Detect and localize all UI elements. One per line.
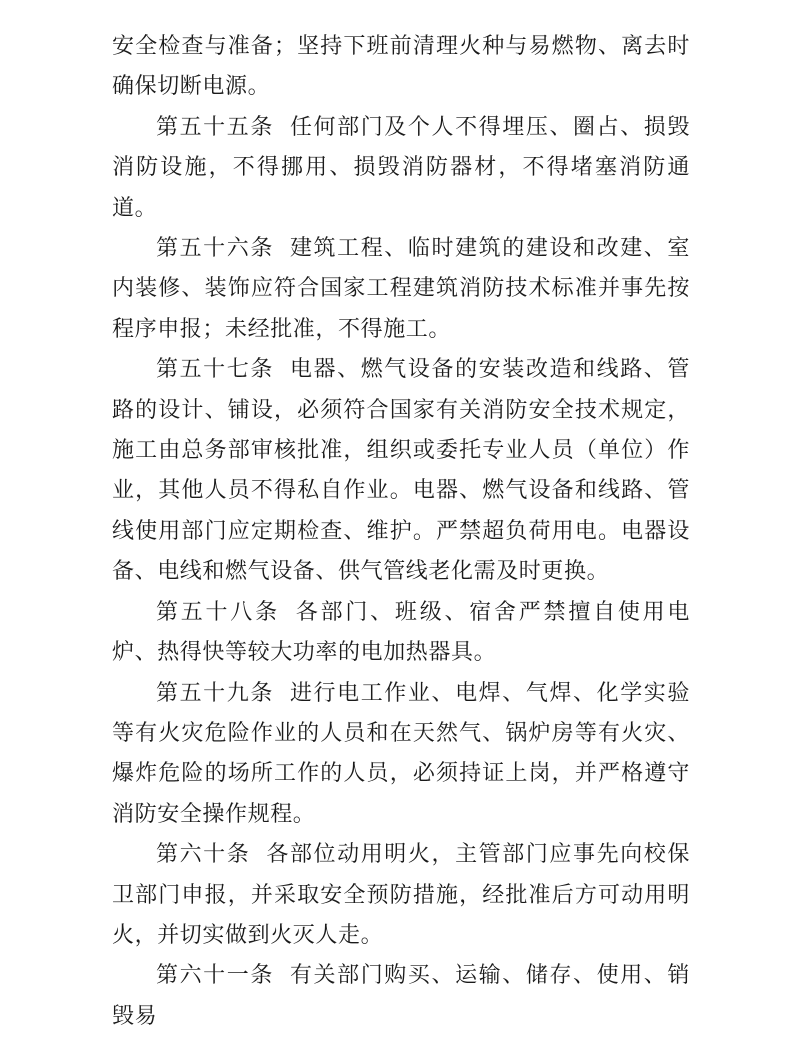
article-text: 建筑工程、临时建筑的建设和改建、室内装修、装饰应符合国家工程建筑消防技术标准并事先按程序申报；未经批准，不得施工。 xyxy=(112,236,690,342)
article-61 xyxy=(112,956,690,1037)
article-56 xyxy=(112,229,690,350)
article-number: 第六十一条 xyxy=(156,963,274,989)
article-text: 各部门、班级、宿舍严禁擅自使用电炉、热得快等较大功率的电加热器具。 xyxy=(112,599,690,666)
article-57 xyxy=(112,350,690,592)
article-text: 任何部门及个人不得埋压、圈占、损毁消防设施，不得挪用、损毁消防器材，不得堵塞消防通道。 xyxy=(112,114,690,221)
paragraph-text: 安全检查与准备；坚持下班前清理火种与易燃物、离去时确保切断电源。 xyxy=(112,34,690,100)
article-text: 各部位动用明火，主管部门应事先向校保卫部门申报，并采取安全预防措施，经批准后方可动用明火，并切实做到火灭人走。 xyxy=(112,842,690,948)
article-number: 第五十七条 xyxy=(156,357,274,383)
article-number: 第五十六条 xyxy=(156,236,274,262)
article-60 xyxy=(112,835,690,956)
article-number: 第五十九条 xyxy=(156,680,274,706)
article-58 xyxy=(112,593,690,674)
article-number: 第五十八条 xyxy=(156,599,280,625)
article-number: 第六十条 xyxy=(156,842,251,868)
article-text: 进行电工作业、电焊、气焊、化学实验等有火灾危险作业的人员和在天然气、锅炉房等有火灾、爆炸危险的场所工作的人员，必须持证上岗，并严格遵守消防安全操作规程。 xyxy=(112,680,690,827)
document-body xyxy=(112,27,690,1037)
article-number: 第五十五条 xyxy=(156,114,274,140)
article-text: 电器、燃气设备的安装改造和线路、管路的设计、铺设，必须符合国家有关消防安全技术规定，施工由总务部审核批准，组织或委托专业人员（单位）作业，其他人员不得私自作业。电器、燃气设备和线路、管线使用部门应定期检查、维护。严禁超负荷用电。电器设备、电线和燃气设备、供气管线老化需及时更换。 xyxy=(112,357,690,585)
article-text: 有关部门购买、运输、储存、使用、销毁易 xyxy=(112,963,690,1029)
article-55 xyxy=(112,108,690,229)
article-59 xyxy=(112,674,690,836)
paragraph-continuation xyxy=(112,27,690,108)
